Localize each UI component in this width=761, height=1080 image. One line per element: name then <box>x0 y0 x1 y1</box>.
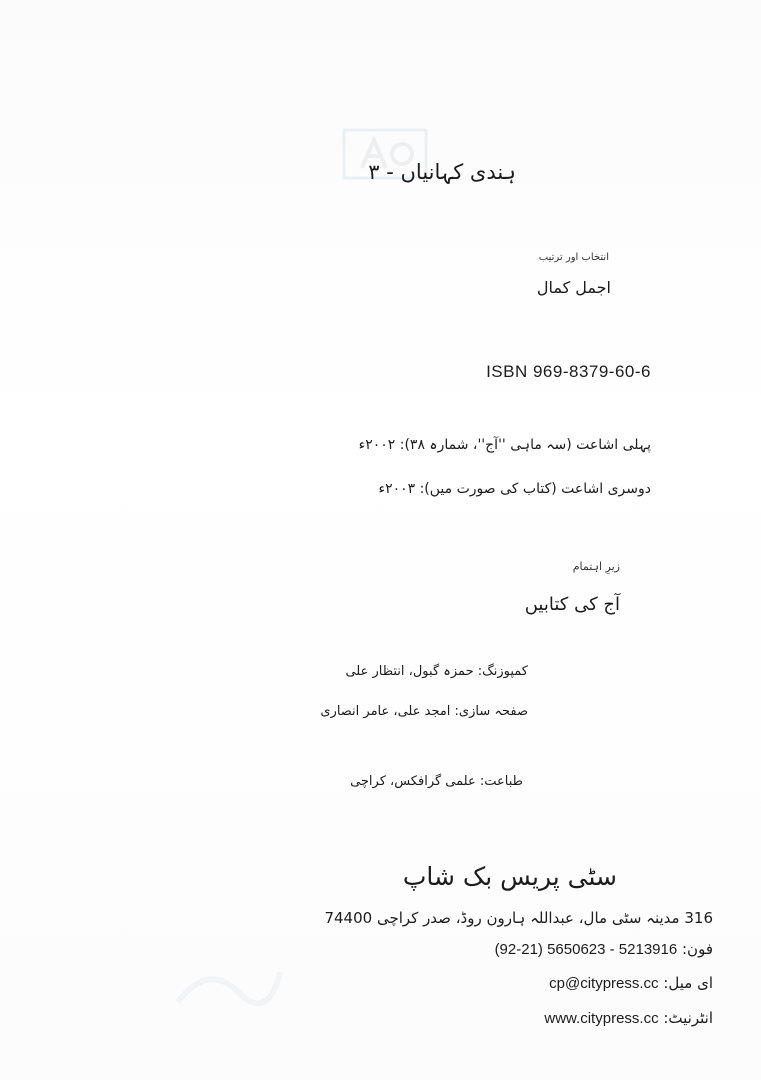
website-url: www.citypress.cc <box>544 1010 659 1027</box>
compiler-name: اجمل کمال <box>536 278 611 297</box>
faint-watermark-mark <box>168 952 288 1016</box>
phone-label: فون: <box>682 940 713 958</box>
publisher-label: زیرِ اہتمام <box>572 560 620 573</box>
distributor-name: سٹی پریس بک شاپ <box>402 862 617 891</box>
email-line <box>549 974 713 992</box>
printing-credit: طباعت: علمی گرافکس، کراچی <box>350 774 523 789</box>
website-line <box>544 1009 713 1027</box>
distributor-address: 316 مدینہ سٹی مال، عبداللہ ہارون روڈ، صدر کراچی 74400 <box>324 909 713 927</box>
book-title: ہندی کہانیاں - ۳ <box>368 160 516 184</box>
composing-credit: کمپوزنگ: حمزہ گبول، انتظار علی <box>345 664 528 679</box>
first-edition: پہلی اشاعت (سہ ماہی ''آج''، شمارہ ۳۸): ۲۰۰۲ء <box>358 437 651 453</box>
page-setting-credit: صفحہ سازی: امجد علی، عامر انصاری <box>320 704 528 719</box>
email-label: ای میل: <box>663 974 713 992</box>
publisher-name: آج کی کتابیں <box>524 594 620 615</box>
email-address: cp@citypress.cc <box>549 975 659 992</box>
phone-line <box>495 940 713 958</box>
website-label: انٹرنیٹ: <box>663 1009 713 1027</box>
phone-number: (92-21) 5650623 - 5213916 <box>494 941 678 958</box>
isbn-number: ISBN 969-8379-60-6 <box>486 362 651 381</box>
compilation-label: انتخاب اور ترتیب <box>538 252 609 263</box>
second-edition: دوسری اشاعت (کتاب کی صورت میں): ۲۰۰۳ء <box>378 481 651 497</box>
